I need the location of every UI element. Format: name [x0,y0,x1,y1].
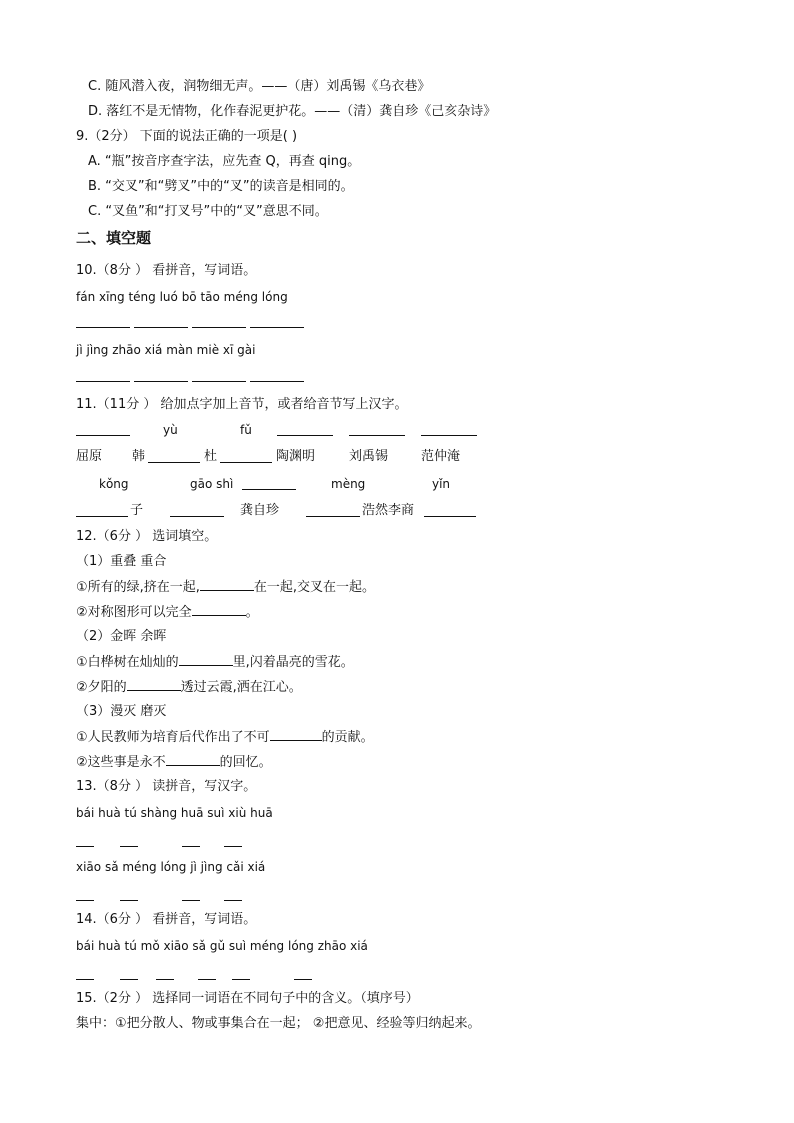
pinyin-yin: yǐn [432,477,451,491]
answer-blank[interactable] [349,435,405,436]
answer-blank[interactable] [421,435,477,436]
name-fanzhongyan: 范仲淹 [421,449,461,464]
q12-g1-sentence2: ②对称图形可以完全 。 [76,605,259,620]
answer-blank[interactable] [200,578,254,591]
answer-blank[interactable] [232,979,250,980]
answer-blank[interactable] [134,327,188,328]
q12-group2: （2）金晖 余晖 [76,629,167,644]
name-quyuan: 屈原 [76,449,103,464]
answer-blank[interactable] [76,900,94,901]
name-zi: 子 [130,503,144,518]
answer-blank[interactable] [224,900,242,901]
q9-option-c: C. “叉鱼”和“打叉号”中的“叉”意思不同。 [88,204,328,219]
q15-stem: 15.（2分 ） 选择同一词语在不同句子中的含义。（填序号） [76,991,419,1006]
answer-blank[interactable] [166,753,220,766]
name-haoran-lishang: 浩然李商 [362,503,415,518]
section-title: 二、填空题 [76,229,152,247]
answer-blank[interactable] [170,516,224,517]
q15-definition: 集中：①把分散人、物或事集合在一起； ②把意见、经验等归纳起来。 [76,1016,481,1031]
q12-g3-sentence2: ②这些事是永不 的回忆。 [76,755,272,770]
answer-blank[interactable] [182,846,200,847]
pinyin-kong: kǒng [99,477,129,491]
answer-blank[interactable] [76,435,130,436]
answer-blank[interactable] [224,846,242,847]
answer-blank[interactable] [120,846,138,847]
q13-stem: 13.（8分 ） 读拼音，写汉字。 [76,779,257,794]
answer-blank[interactable] [242,489,296,490]
q8-option-c: C. 随风潜入夜，润物细无声。——（唐）刘禹锡《乌衣巷》 [88,79,431,94]
q12-g2-sentence2: ②夕阳的 透过云霞,洒在江心。 [76,680,302,695]
q14-pinyin-row: bái huà tú mǒ xiāo sǎ gǔ suì méng lóng zhāo xiá [76,939,368,953]
answer-blank[interactable] [250,327,304,328]
q14-stem: 14.（6分 ） 看拼音，写词语。 [76,912,257,927]
answer-blank[interactable] [120,900,138,901]
q13-pinyin-row2: xiāo sǎ méng lóng jì jìng cǎi xiá [76,860,266,874]
pinyin-meng: mèng [331,477,366,491]
answer-blank[interactable] [192,327,246,328]
answer-blank[interactable] [250,381,304,382]
answer-blank[interactable] [220,462,272,463]
q12-group1: （1）重叠 重合 [76,554,167,569]
answer-blank[interactable] [76,979,94,980]
answer-blank[interactable] [277,435,333,436]
q12-group3: （3）漫灭 磨灭 [76,704,167,719]
pinyin-gaoshi: gāo shì [190,477,234,491]
q9-option-a: A. “瓶”按音序查字法，应先查 Q，再查 qing。 [88,154,361,169]
answer-blank[interactable] [76,381,130,382]
answer-blank[interactable] [127,678,181,691]
answer-blank[interactable] [76,327,130,328]
pinyin-yu: yù [163,423,178,437]
name-han: 韩 [132,449,146,464]
q8-option-d: D. 落红不是无情物，化作春泥更护花。——（清）龚自珍《己亥杂诗》 [88,104,497,119]
answer-blank[interactable] [179,653,233,666]
q12-g3-sentence1: ①人民教师为培育后代作出了不可 的贡献。 [76,730,374,745]
pinyin-fu: fǔ [240,423,252,437]
name-taoyuanming: 陶渊明 [276,449,316,464]
answer-blank[interactable] [76,516,128,517]
answer-blank[interactable] [270,728,322,741]
q12-stem: 12.（6分 ） 选词填空。 [76,529,218,544]
answer-blank[interactable] [294,979,312,980]
answer-blank[interactable] [424,516,476,517]
answer-blank[interactable] [134,381,188,382]
name-gongzizhen: 龚自珍 [240,503,280,518]
q12-g1-sentence1: ①所有的绿,挤在一起, 在一起,交叉在一起。 [76,580,376,595]
answer-blank[interactable] [192,381,246,382]
q12-g2-sentence1: ①白桦树在灿灿的 里,闪着晶亮的雪花。 [76,655,354,670]
q9-option-b: B. “交叉”和“劈叉”中的“叉”的读音是相同的。 [88,179,354,194]
answer-blank[interactable] [76,846,94,847]
answer-blank[interactable] [306,516,360,517]
answer-blank[interactable] [182,900,200,901]
name-du: 杜 [204,449,218,464]
name-liuyuxi: 刘禹锡 [349,449,389,464]
answer-blank[interactable] [120,979,138,980]
answer-blank[interactable] [198,979,216,980]
answer-blank[interactable] [156,979,174,980]
q10-pinyin-row2: jì jìng zhāo xiá màn miè xī gài [76,343,256,357]
q9-stem: 9.（2分） 下面的说法正确的一项是( ) [76,129,298,144]
answer-blank[interactable] [192,603,246,616]
answer-blank[interactable] [148,462,200,463]
q10-stem: 10.（8分 ） 看拼音，写词语。 [76,263,257,278]
q11-stem: 11.（11分 ） 给加点字加上音节，或者给音节写上汉字。 [76,397,408,412]
q13-pinyin-row1: bái huà tú shàng huā suì xiù huā [76,806,273,820]
q10-pinyin-row1: fán xīng téng luó bō tāo méng lóng [76,290,288,304]
